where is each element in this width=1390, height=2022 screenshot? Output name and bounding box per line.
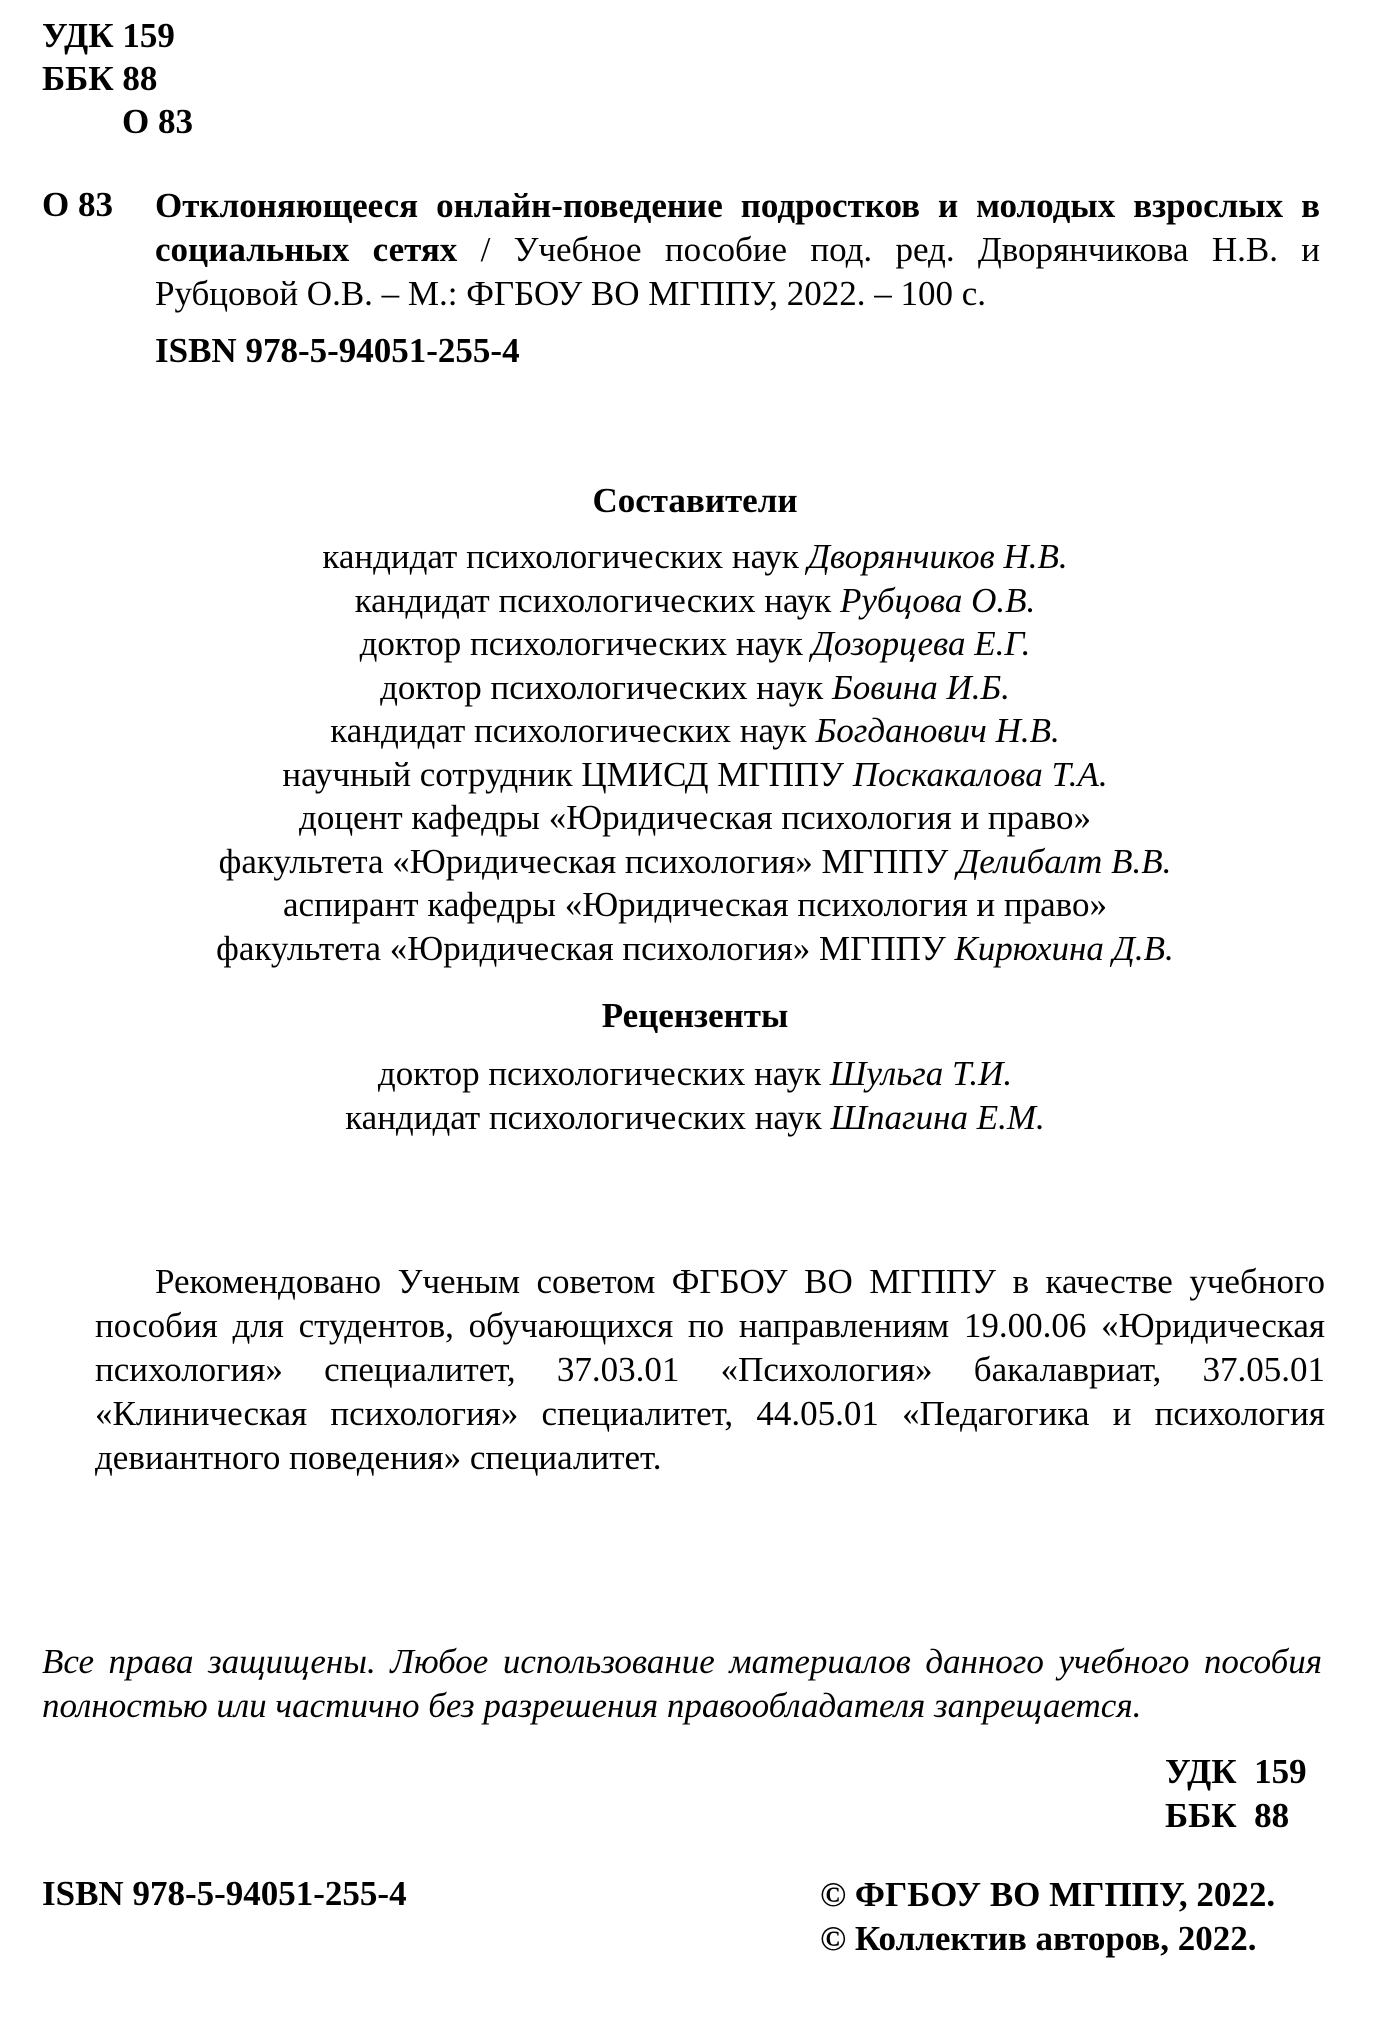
compiler-line: [0, 535, 1390, 579]
compiler-role: аспирант кафедры «Юридическая психология и право»: [283, 885, 1107, 924]
book-title: Отклоняющееся онлайн-поведение подростков и молодых взрослых в социальных сетях: [155, 186, 1320, 269]
compiler-line: [0, 927, 1390, 971]
compiler-line: [0, 796, 1390, 840]
compiler-name: Рубцова О.В.: [839, 580, 1036, 620]
compiler-line: [0, 622, 1390, 666]
copyright-publisher: © ФГБОУ ВО МГППУ, 2022.: [820, 1875, 1276, 1914]
compiler-line: [0, 666, 1390, 710]
compiler-name: Делибалт В.В.: [956, 841, 1172, 881]
compiler-name: Богданович Н.В.: [815, 711, 1060, 750]
compiler-role: научный сотрудник ЦМИСД МГППУ: [282, 754, 853, 794]
isbn: ISBN 978-5-94051-255-4: [155, 331, 520, 370]
compiler-role: кандидат психологических наук: [330, 711, 816, 750]
bibliographic-description: [155, 184, 1320, 316]
reviewer-role: доктор психологических наук: [377, 1054, 830, 1093]
compilers-heading: Составители: [592, 481, 798, 520]
bbk-code-bottom: ББК 88: [1165, 1796, 1290, 1835]
copyright-authors: © Коллектив авторов, 2022.: [820, 1919, 1257, 1958]
compiler-role: кандидат психологических наук: [354, 580, 840, 620]
udk-code: УДК 159: [42, 16, 175, 55]
compiler-name: Дворянчиков Н.В.: [807, 537, 1068, 576]
compiler-name: Дозорцева Е.Г.: [811, 624, 1031, 663]
compiler-role: факультета «Юридическая психология» МГППУ: [216, 928, 955, 968]
compiler-line: [0, 579, 1390, 623]
reviewers-heading: Рецензенты: [601, 996, 789, 1035]
compiler-role: доктор психологических наук: [380, 667, 833, 707]
classification-codes-bottom: [1165, 1750, 1307, 1838]
compiler-role: доцент кафедры «Юридическая психология и право»: [299, 798, 1091, 837]
reviewer-role: кандидат психологических наук: [345, 1097, 831, 1137]
book-publication-details: / Учебное пособие под. ред. Дворянчикова Н.В. и Рубцовой О.В. – М.: ФГБОУ ВО МГППУ, 2022. – 100 с.: [155, 230, 1320, 313]
compilers-list: [0, 535, 1390, 970]
reviewer-line: [0, 1096, 1390, 1140]
compiler-line: [0, 753, 1390, 797]
reviewer-name: Шульга Т.И.: [829, 1054, 1013, 1093]
compiler-role: доктор психологических наук: [359, 624, 812, 663]
biblio-author-sign: О 83: [42, 185, 113, 224]
udk-code-bottom: УДК 159: [1165, 1752, 1307, 1791]
compiler-name: Кирюхина Д.В.: [954, 928, 1174, 968]
rights-notice: Все права защищены. Любое использование материалов данного учебного пособия полностью или частично без разрешения правообладателя запрещается.: [42, 1642, 1322, 1725]
compiler-role: факультета «Юридическая психология» МГППУ: [218, 841, 957, 881]
compiler-role: кандидат психологических наук: [322, 537, 808, 576]
recommendation-paragraph: Рекомендовано Ученым советом ФГБОУ ВО МГППУ в качестве учебного пособия для студентов, обучающихся по направлениям 19.00.06 «Юридическая психология» специалитет, 37.03.01 «Психология» бакалавриат, 37.05.01 «Клиническая психология» специалитет, 44.05.01 «Педагогика и психология девиантного поведения» специалитет.: [95, 1262, 1325, 1477]
compiler-name: Поскакалова Т.А.: [852, 754, 1108, 794]
reviewer-line: [0, 1052, 1390, 1096]
author-sign: О 83: [122, 102, 193, 141]
compiler-line: [0, 840, 1390, 884]
isbn-bottom: ISBN 978-5-94051-255-4: [42, 1874, 407, 1913]
copyright-block: [820, 1873, 1275, 1961]
compiler-name: Бовина И.Б.: [832, 667, 1010, 707]
compiler-line: [0, 709, 1390, 753]
reviewers-list: [0, 1052, 1390, 1139]
reviewer-name: Шпагина Е.М.: [830, 1097, 1045, 1137]
compiler-line: [0, 883, 1390, 927]
classification-codes-top: [42, 14, 193, 143]
bbk-code: ББК 88: [42, 59, 158, 98]
